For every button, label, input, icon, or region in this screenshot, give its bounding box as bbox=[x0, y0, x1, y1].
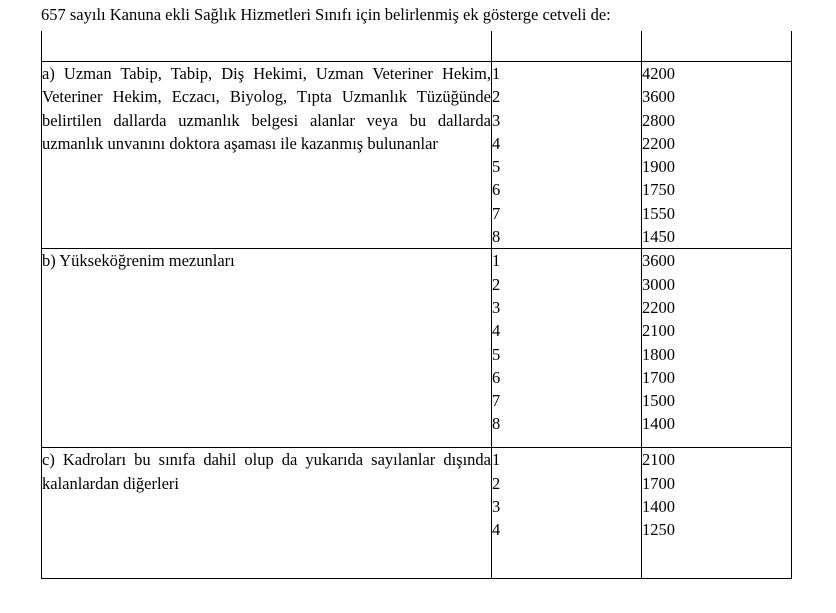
table-row bbox=[42, 62, 792, 249]
row-b-description: b) Yükseköğrenim mezunları bbox=[42, 249, 492, 448]
list-item: 1 bbox=[492, 251, 501, 271]
list-item: 3 bbox=[492, 496, 501, 516]
table-row bbox=[42, 448, 792, 579]
list-item: 2200 bbox=[642, 133, 675, 153]
degree-list bbox=[492, 448, 641, 541]
list-item: 7 bbox=[492, 391, 501, 411]
list-item: 1800 bbox=[642, 344, 675, 364]
row-b-indicators bbox=[642, 249, 792, 448]
list-item: 2800 bbox=[642, 110, 675, 130]
table-row bbox=[42, 249, 792, 448]
list-item: 3 bbox=[492, 110, 501, 130]
list-item: 2 bbox=[492, 473, 501, 493]
list-item: 5 bbox=[492, 344, 501, 364]
list-item: 6 bbox=[492, 180, 501, 200]
header-cell-indicator bbox=[642, 31, 792, 62]
list-item: 3000 bbox=[642, 274, 675, 294]
list-item: 8 bbox=[492, 414, 501, 434]
list-item: 2 bbox=[492, 274, 501, 294]
list-item: 4200 bbox=[642, 64, 675, 83]
list-item: 1900 bbox=[642, 157, 675, 177]
degree-list bbox=[492, 249, 641, 435]
list-item: 1 bbox=[492, 450, 501, 470]
list-item: 4 bbox=[492, 520, 501, 540]
list-item: 1 bbox=[492, 64, 501, 83]
list-item: 3600 bbox=[642, 251, 675, 271]
list-item: 1700 bbox=[642, 367, 675, 387]
row-a-description: a) Uzman Tabip, Tabip, Diş Hekimi, Uzman Veteriner Hekim, Veteriner Hekim, Eczacı, Biyolog, Tıpta Uzmanlık Tüzüğünde belirtilen dallarda uzmanlık belgesi alanlar veya bu dallarda uzmanlık unvanını doktora aşaması ile kazanmış bulunanlar bbox=[42, 62, 492, 249]
list-item: 1400 bbox=[642, 414, 675, 434]
header-cell-description bbox=[42, 31, 492, 62]
row-a-indicators bbox=[642, 62, 792, 249]
list-item: 7 bbox=[492, 203, 501, 223]
list-item: 1250 bbox=[642, 520, 675, 540]
list-item: 2100 bbox=[642, 321, 675, 341]
list-item: 1700 bbox=[642, 473, 675, 493]
list-item: 1450 bbox=[642, 227, 675, 247]
list-item: 5 bbox=[492, 157, 501, 177]
list-item: 8 bbox=[492, 227, 501, 247]
indicator-list bbox=[642, 62, 791, 248]
list-item: 6 bbox=[492, 367, 501, 387]
supplementary-indicator-table bbox=[41, 31, 792, 579]
list-item: 1550 bbox=[642, 203, 675, 223]
table-header-row bbox=[42, 31, 792, 62]
indicator-list bbox=[642, 249, 791, 435]
indicator-list bbox=[642, 448, 791, 541]
list-item: 3600 bbox=[642, 87, 675, 107]
row-a-degrees bbox=[492, 62, 642, 249]
list-item: 2 bbox=[492, 87, 501, 107]
list-item: 1400 bbox=[642, 496, 675, 516]
row-c-degrees bbox=[492, 448, 642, 579]
list-item: 3 bbox=[492, 297, 501, 317]
list-item: 1500 bbox=[642, 391, 675, 411]
list-item: 2200 bbox=[642, 297, 675, 317]
list-item: 2100 bbox=[642, 450, 675, 470]
list-item: 1750 bbox=[642, 180, 675, 200]
list-item: 4 bbox=[492, 321, 501, 341]
intro-paragraph: 657 sayılı Kanuna ekli Sağlık Hizmetleri Sınıfı için belirlenmiş ek gösterge cetveli de: bbox=[41, 5, 611, 24]
row-c-indicators bbox=[642, 448, 792, 579]
header-cell-degree bbox=[492, 31, 642, 62]
row-b-degrees bbox=[492, 249, 642, 448]
list-item: 4 bbox=[492, 133, 501, 153]
row-c-description: c) Kadroları bu sınıfa dahil olup da yukarıda sayılanlar dışında kalanlardan diğerleri bbox=[42, 448, 492, 579]
degree-list bbox=[492, 62, 641, 248]
